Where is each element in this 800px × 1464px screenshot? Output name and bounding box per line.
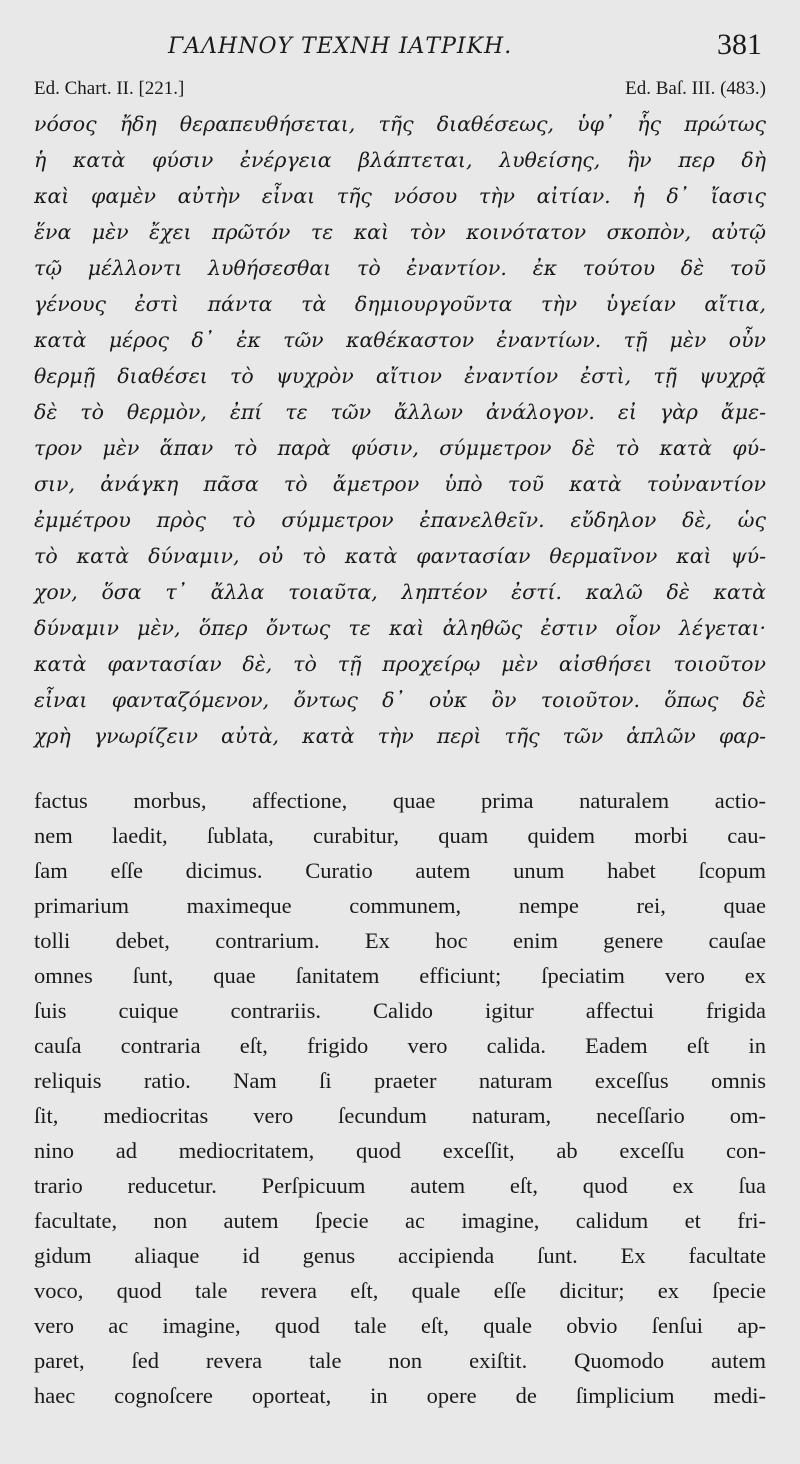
latin-text-line: vero ac imagine, quod tale eſt, quale obvio ſenſui ap-	[34, 1313, 766, 1338]
latin-text-line: primarium maximeque communem, nempe rei, quae	[34, 893, 766, 918]
running-title: ΓΑΛΗΝΟΥ ΤΕΧΝΗ ΙΑΤΡΙΚΗ.	[168, 34, 513, 59]
latin-text-line: facultate, non autem ſpecie ac imagine, calidum et fri-	[34, 1208, 766, 1233]
latin-text-line: ſuis cuique contrariis. Calido igitur affectui frigida	[34, 998, 766, 1023]
edition-references	[34, 78, 766, 104]
latin-text-line: ſam eſſe dicimus. Curatio autem unum habet ſcopum	[34, 858, 766, 883]
greek-text-line: νόσος ἤδη θεραπευθήσεται, τῆς διαθέσεως, ὑφ᾽ ἧς πρώτως	[34, 112, 766, 136]
latin-text-line: gidum aliaque id genus accipienda ſunt. Ex facultate	[34, 1243, 766, 1268]
greek-text-line: ἐμμέτρου πρὸς τὸ σύμμετρον ἐπανελθεῖν. εὔδηλον δὲ, ὡς	[34, 508, 766, 532]
greek-text-line: κατὰ μέρος δ᾽ ἐκ τῶν καθέκαστον ἐναντίων. τῇ μὲν οὖν	[34, 328, 766, 352]
greek-text-line: δὲ τὸ θερμὸν, ἐπί τε τῶν ἄλλων ἀνάλογον. εἰ γὰρ ἄμε-	[34, 400, 766, 424]
greek-text-line: τρον μὲν ἅπαν τὸ παρὰ φύσιν, σύμμετρον δὲ τὸ κατὰ φύ-	[34, 436, 766, 460]
latin-text-line: reliquis ratio. Nam ſi praeter naturam exceſſus omnis	[34, 1068, 766, 1093]
latin-text-line: ſit, mediocritas vero ſecundum naturam, neceſſario om-	[34, 1103, 766, 1128]
greek-text-line: εἶναι φανταζόμενον, ὄντως δ᾽ οὐκ ὂν τοιοῦτον. ὅπως δὲ	[34, 688, 766, 712]
latin-text-line: voco, quod tale revera eſt, quale eſſe dicitur; ex ſpecie	[34, 1278, 766, 1303]
greek-text-line: σιν, ἀνάγκη πᾶσα τὸ ἄμετρον ὑπὸ τοῦ κατὰ τοὐναντίον	[34, 472, 766, 496]
greek-text-line: τὸ κατὰ δύναμιν, οὐ τὸ κατὰ φαντασίαν θερμαῖνον καὶ ψύ-	[34, 544, 766, 568]
greek-text-line: χρὴ γνωρίζειν αὐτὰ, κατὰ τὴν περὶ τῆς τῶν ἁπλῶν φαρ-	[34, 724, 766, 748]
latin-text-line: cauſa contraria eſt, frigido vero calida. Eadem eſt in	[34, 1033, 766, 1058]
greek-text-line: χον, ὅσα τ᾽ ἄλλα τοιαῦτα, ληπτέον ἐστί. καλῶ δὲ κατὰ	[34, 580, 766, 604]
latin-text-line: nino ad mediocritatem, quod exceſſit, ab exceſſu con-	[34, 1138, 766, 1163]
latin-text-line: paret, ſed revera tale non exiſtit. Quomodo autem	[34, 1348, 766, 1373]
greek-text-line: γένους ἐστὶ πάντα τὰ δημιουργοῦντα τὴν ὑγείαν αἴτια,	[34, 292, 766, 316]
greek-text-line: δύναμιν μὲν, ὅπερ ὄντως τε καὶ ἀληθῶς ἐστιν οἷον λέγεται·	[34, 616, 766, 640]
greek-text-line: ἕνα μὲν ἔχει πρῶτόν τε καὶ τὸν κοινότατον σκοπὸν, αὐτῷ	[34, 220, 766, 244]
edition-reference-basel: Ed. Baſ. III. (483.)	[625, 78, 766, 99]
greek-text-line: κατὰ φαντασίαν δὲ, τὸ τῇ προχείρῳ μὲν αἰσθήσει τοιοῦτον	[34, 652, 766, 676]
latin-text-line: tolli debet, contrarium. Ex hoc enim genere cauſae	[34, 928, 766, 953]
latin-text-line: omnes ſunt, quae ſanitatem efficiunt; ſpeciatim vero ex	[34, 963, 766, 988]
greek-text-line: καὶ φαμὲν αὐτὴν εἶναι τῆς νόσου τὴν αἰτίαν. ἡ δ᾽ ἴασις	[34, 184, 766, 208]
greek-text-line: θερμῇ διαθέσει τὸ ψυχρὸν αἴτιον ἐναντίον ἐστὶ, τῇ ψυχρᾷ	[34, 364, 766, 388]
greek-text-block	[34, 106, 766, 754]
page-number: 381	[717, 28, 762, 61]
running-head	[0, 28, 800, 68]
latin-text-line: trario reducetur. Perſpicuum autem eſt, quod ex ſua	[34, 1173, 766, 1198]
greek-text-line: ἡ κατὰ φύσιν ἐνέργεια βλάπτεται, λυθείσης, ἣν περ δὴ	[34, 148, 766, 172]
edition-reference-chart: Ed. Chart. II. [221.]	[34, 78, 185, 99]
latin-text-block	[34, 783, 766, 1413]
latin-text-line: factus morbus, affectione, quae prima naturalem actio-	[34, 788, 766, 813]
latin-text-line: haec cognoſcere oporteat, in opere de ſimplicium medi-	[34, 1383, 766, 1408]
greek-text-line: τῷ μέλλοντι λυθήσεσθαι τὸ ἐναντίον. ἐκ τούτου δὲ τοῦ	[34, 256, 766, 280]
latin-text-line: nem laedit, ſublata, curabitur, quam quidem morbi cau-	[34, 823, 766, 848]
